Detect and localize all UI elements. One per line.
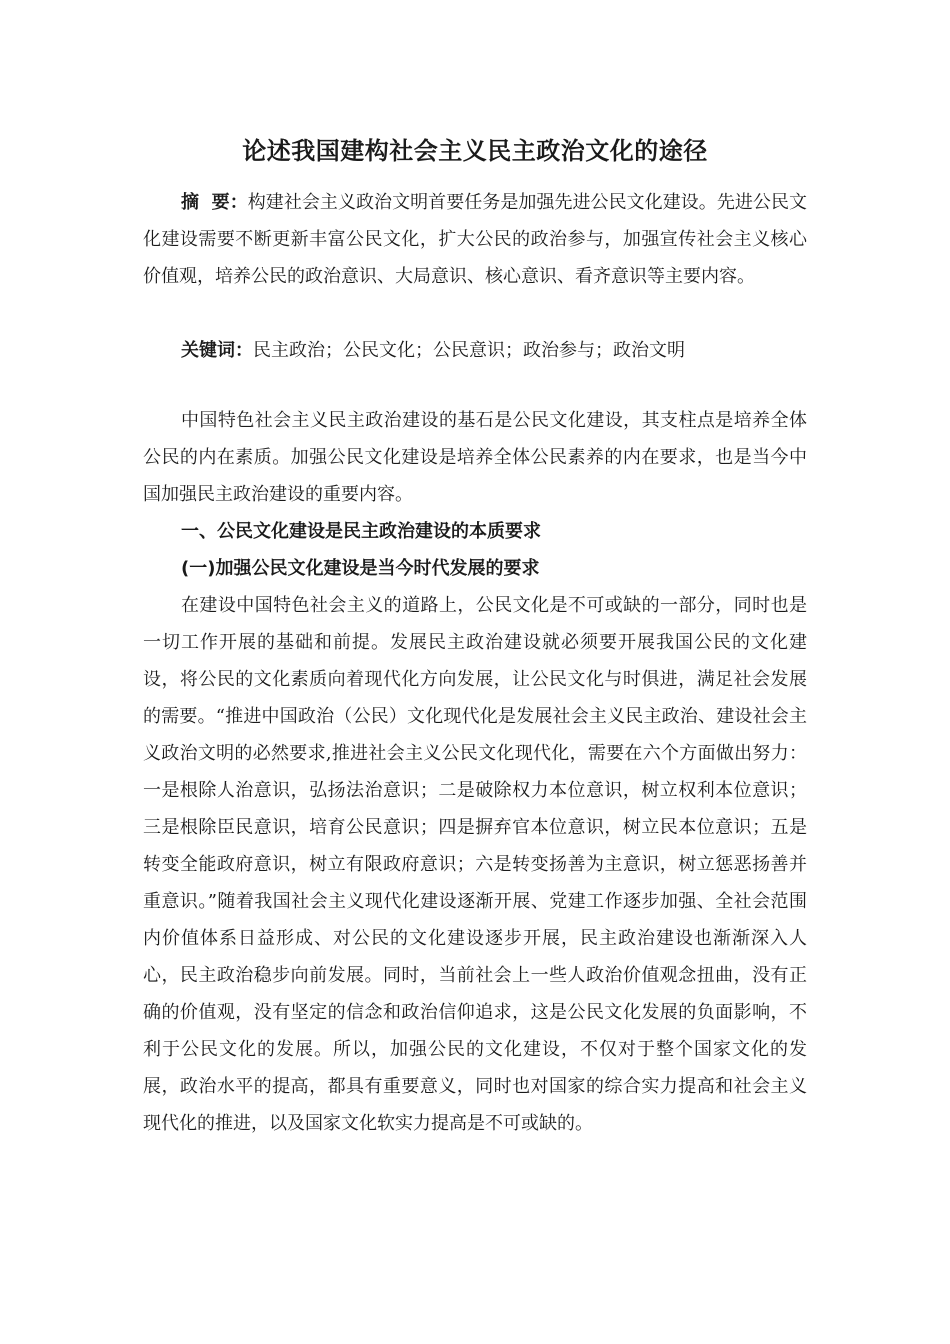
abstract-label: 摘 要：	[181, 192, 248, 213]
document-title: 论述我国建构社会主义民主政治文化的途径	[242, 137, 708, 165]
subsection-heading: (一)加强公民文化建设是当今时代发展的要求	[181, 558, 540, 579]
main-body	[143, 402, 807, 1142]
abstract-text: 构建社会主义政治文明首要任务是加强先进公民文化建设。先进公民文化建设需要不断更新丰富公民文化，扩大公民的政治参与，加强宣传社会主义核心价值观，培养公民的政治意识、大局意识、核心意识、看齐意识等主要内容。	[143, 192, 807, 287]
keywords-label: 关键词：	[181, 340, 253, 361]
keywords-paragraph	[143, 332, 807, 369]
section-heading: 一、公民文化建设是民主政治建设的本质要求	[181, 521, 541, 542]
body-paragraph: 在建设中国特色社会主义的道路上，公民文化是不可或缺的一部分，同时也是一切工作开展的基础和前提。发展民主政治建设就必须要开展我国公民的文化建设，将公民的文化素质向着现代化方向发展，让公民文化与时俱进，满足社会发展的需要。“推进中国政治（公民）文化现代化是发展社会主义民主政治、建设社会主义政治文明的必然要求,推进社会主义公民文化现代化，需要在六个方面做出努力：一是根除人治意识，弘扬法治意识；二是破除权力本位意识，树立权利本位意识；三是根除臣民意识，培育公民意识；四是摒弃官本位意识，树立民本位意识；五是转变全能政府意识，树立有限政府意识；六是转变扬善为主意识，树立惩恶扬善并重意识。”随着我国社会主义现代化建设逐渐开展、党建工作逐步加强、全社会范围内价值体系日益形成、对公民的文化建设逐步开展，民主政治建设也渐渐深入人心，民主政治稳步向前发展。同时，当前社会上一些人政治价值观念扭曲，没有正确的价值观，没有坚定的信念和政治信仰追求，这是公民文化发展的负面影响，不利于公民文化的发展。所以，加强公民的文化建设，不仅对于整个国家文化的发展，政治水平的提高，都具有重要意义，同时也对国家的综合实力提高和社会主义现代化的推进，以及国家文化软实力提高是不可或缺的。	[143, 595, 807, 1134]
abstract-section	[143, 184, 807, 295]
intro-paragraph: 中国特色社会主义民主政治建设的基石是公民文化建设，其支柱点是培养全体公民的内在素质。加强公民文化建设是培养全体公民素养的内在要求，也是当今中国加强民主政治建设的重要内容。	[143, 410, 807, 505]
keywords-text: 民主政治；公民文化；公民意识；政治参与；政治文明	[253, 340, 685, 361]
keywords-section	[143, 332, 807, 369]
abstract-paragraph	[143, 184, 807, 295]
